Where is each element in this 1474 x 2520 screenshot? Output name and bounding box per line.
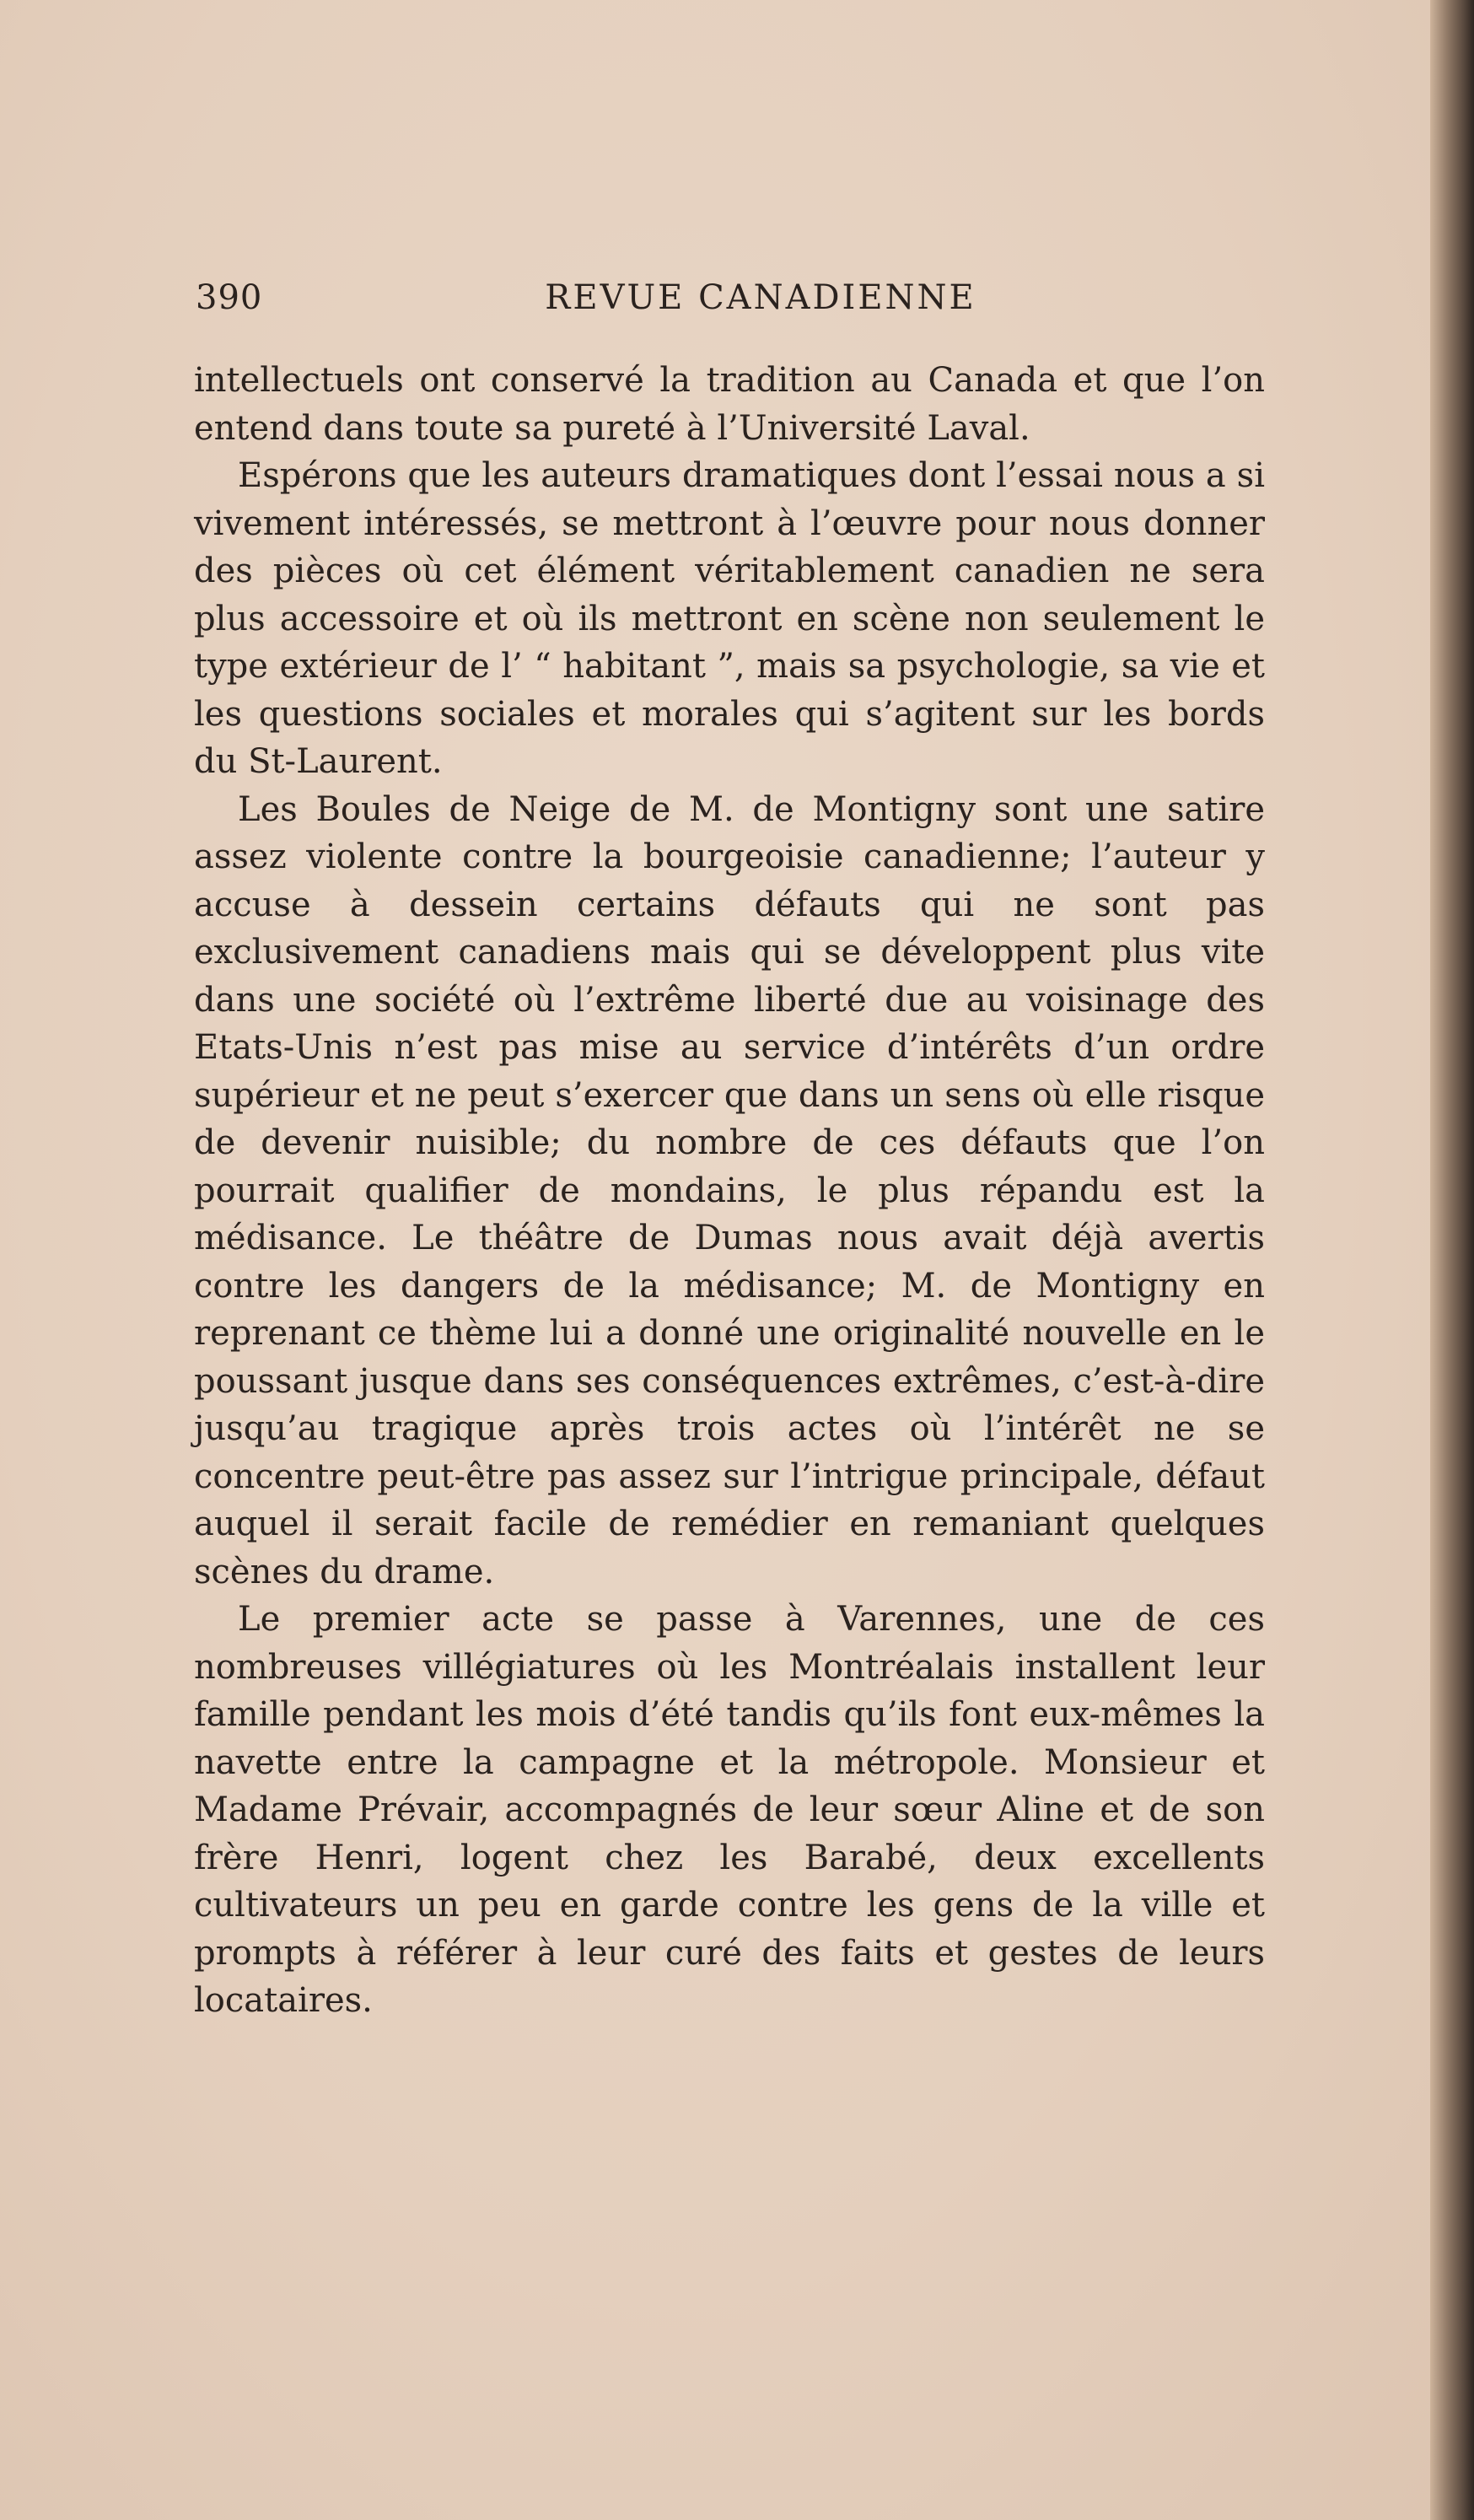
- page-binding-edge: [1430, 0, 1474, 2520]
- page-header: [196, 278, 1258, 326]
- paragraph-3: Les Boules de Neige de M. de Montigny sont une satire assez violente contre la bourgeoisie canadienne; l’auteur y accuse à dessein certains défauts qui ne sont pas exclusivement canadiens mais qui se développent plus vite dans une société où l’extrême liberté due au voisinage des Etats-Unis n’est pas mise au service d’intérêts d’un ordre supérieur et ne peut s’exercer que dans un sens où elle risque de devenir nuisible; du nombre de ces défauts que l’on pourrait qualifier de mondains, le plus répandu est la médisance. Le théâtre de Dumas nous avait déjà avertis contre les dangers de la médisance; M. de Montigny en reprenant ce thème lui a donné une originalité nouvelle en le poussant jusque dans ses conséquences extrêmes, c’est-à-dire jusqu’au tragique après trois actes où l’intérêt ne se concentre peut-être pas assez sur l’intrigue principale, défaut auquel il serait facile de remédier en remaniant quelques scènes du drame.: [194, 789, 1265, 1591]
- paragraph-4: Le premier acte se passe à Varennes, une de ces nombreuses villégiatures où les Montréalais installent leur famille pendant les mois d’été tandis qu’ils font eux-mêmes la navette entre la campagne et la métropole. Monsieur et Madame Prévair, accompagnés de leur sœur Aline et de son frère Henri, logent chez les Barabé, deux excellents cultivateurs un peu en garde contre les gens de la ville et prompts à référer à leur curé des faits et gestes de leurs locataires.: [194, 1600, 1265, 2020]
- body-text: [194, 357, 1265, 2025]
- page-number: 390: [196, 278, 263, 317]
- paragraph-1: intellectuels ont conservé la tradition au Canada et que l’on entend dans toute sa pureté à l’Université Laval.: [194, 361, 1265, 448]
- paragraph-2: Espérons que les auteurs dramatiques dont l’essai nous a si vivement intéressés, se mettront à l’œuvre pour nous donner des pièces où cet élément véritablement canadien ne sera plus accessoire et où ils mettront en scène non seulement le type extérieur de l’ “ habitant ”, mais sa psychologie, sa vie et les questions sociales et morales qui s’agitent sur les bords du St-Laurent.: [194, 456, 1265, 781]
- running-title: REVUE CANADIENNE: [545, 278, 976, 317]
